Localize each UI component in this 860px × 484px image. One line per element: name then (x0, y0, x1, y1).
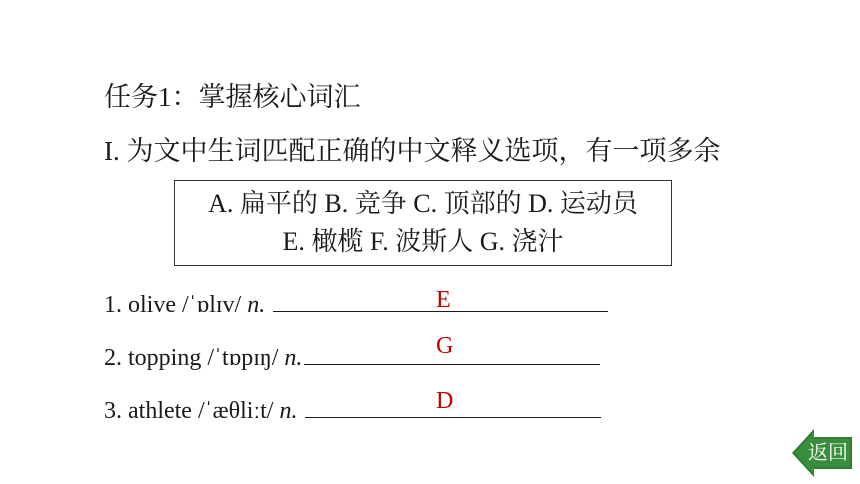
options-line-1: A. 扁平的 B. 竞争 C. 顶部的 D. 运动员 (208, 189, 638, 218)
back-label: 返回 (808, 440, 848, 464)
back-button[interactable] (792, 425, 856, 481)
answer-3: D (436, 388, 454, 414)
task-title: 任务1：掌握核心词汇 (104, 82, 361, 112)
options-line-2: E. 橄榄 F. 波斯人 G. 浇汁 (282, 227, 564, 256)
part-of-speech: n. (247, 292, 266, 318)
answer-2: G (436, 333, 454, 359)
question-row-2 (104, 342, 600, 372)
part-of-speech: n. (284, 345, 303, 371)
instruction-text: I. 为文中生词匹配正确的中文释义选项，有一项多余 (104, 136, 721, 166)
question-prompt: 2. topping /ˈtɒpɪŋ/ (104, 345, 285, 371)
question-row-1 (104, 289, 608, 319)
answer-blank[interactable] (305, 395, 601, 418)
answer-1: E (436, 287, 451, 313)
part-of-speech: n. (279, 398, 298, 424)
question-prompt: 3. athlete /ˈæθliːt/ (104, 398, 280, 424)
question-row-3 (104, 395, 601, 425)
question-prompt: 1. olive /ˈɒlɪv/ (104, 292, 248, 318)
options-box (174, 180, 672, 266)
